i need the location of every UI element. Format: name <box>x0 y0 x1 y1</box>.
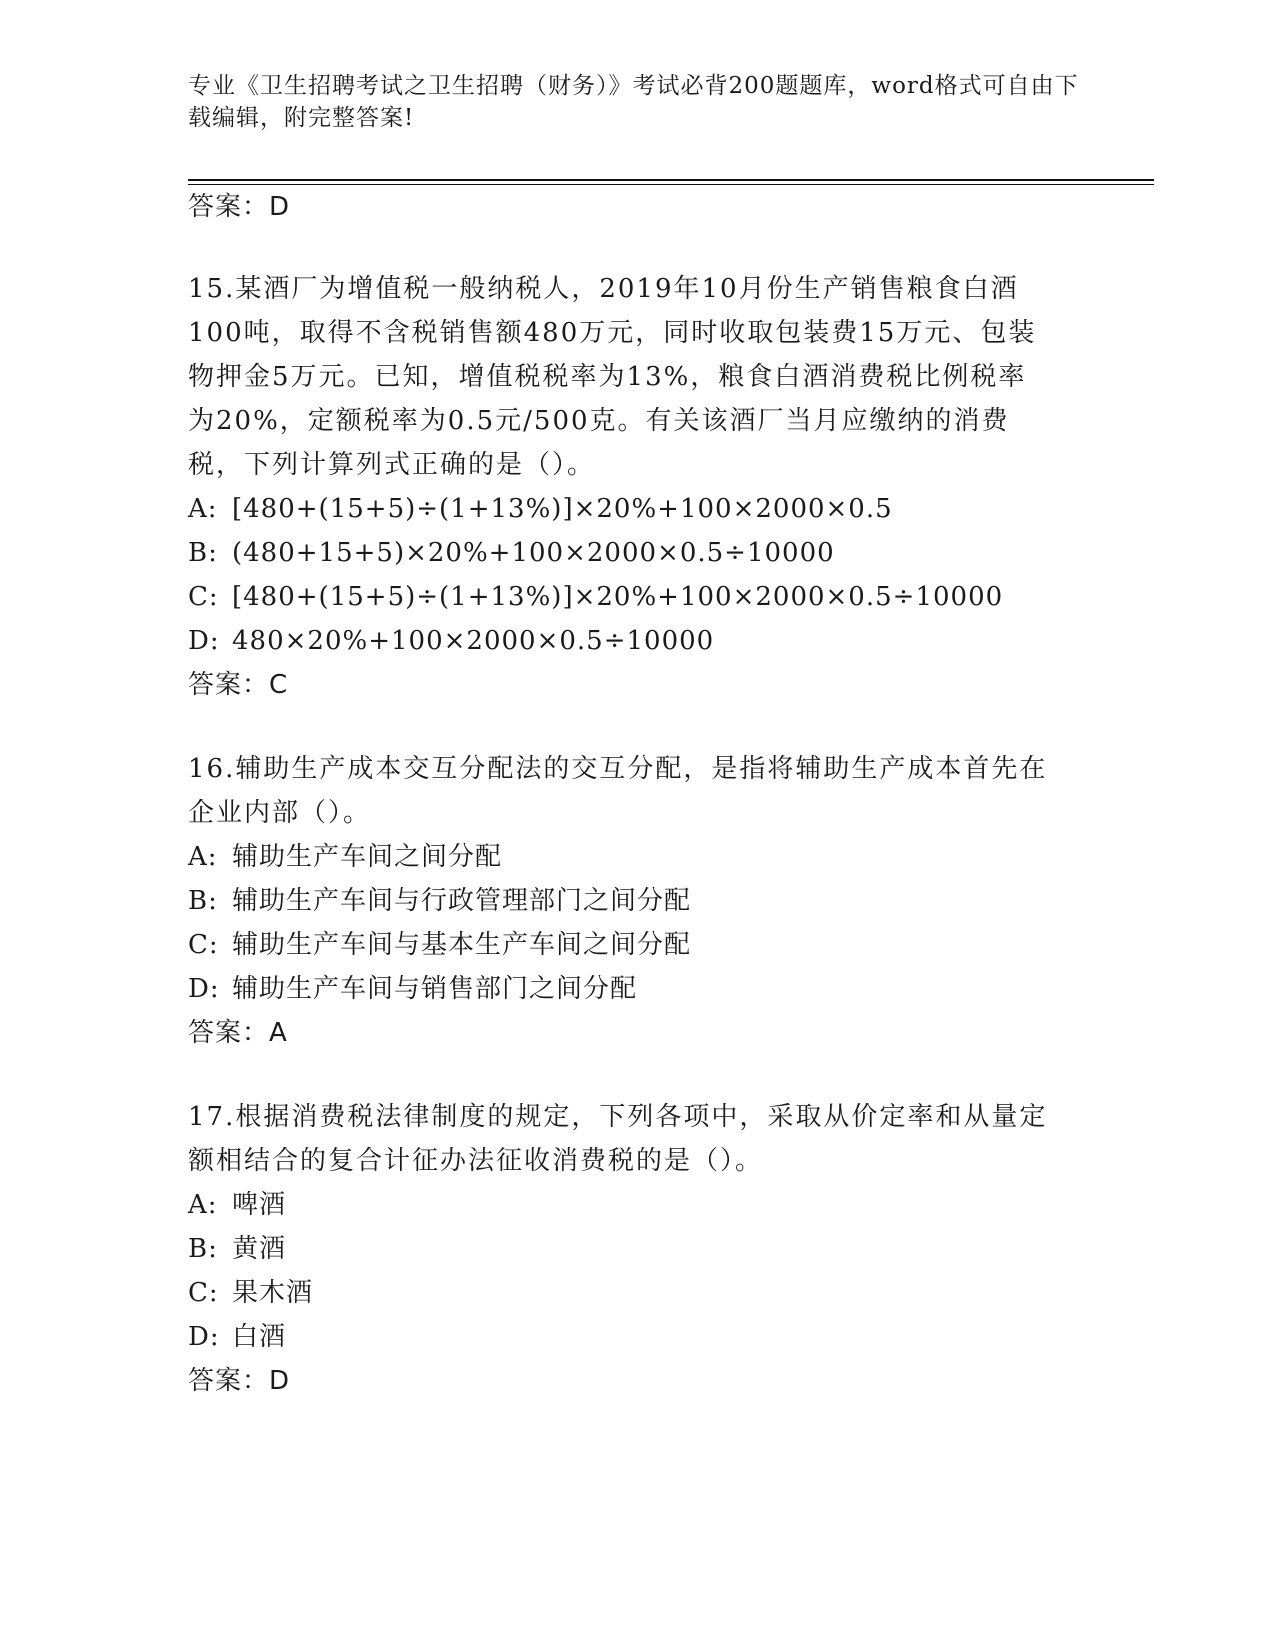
option-letter: B: <box>188 538 218 568</box>
header-rule-thin <box>188 184 1154 185</box>
question-17-line-2: 额相结合的复合计征办法征收消费税的是（）。 <box>188 1146 764 1176</box>
option-text: [480+(15+5)÷(1+13%)]×20%+100×2000×0.5÷10000 <box>232 582 1004 612</box>
option-letter: A: <box>188 1190 218 1220</box>
question-17-answer: 答案：D <box>188 1366 291 1396</box>
option-letter: D: <box>188 974 220 1004</box>
question-15-line-3: 物押金5万元。已知，增值税税率为13%，粮食白酒消费税比例税率 <box>188 362 1027 392</box>
question-15-line-5: 税，下列计算列式正确的是（）。 <box>188 450 596 480</box>
option-letter: A: <box>188 494 218 524</box>
option-text: (480+15+5)×20%+100×2000×0.5÷10000 <box>232 538 835 568</box>
question-16-line-1: 16.辅助生产成本交互分配法的交互分配，是指将辅助生产成本首先在 <box>188 754 1048 784</box>
option-text: 辅助生产车间与基本生产车间之间分配 <box>232 930 692 960</box>
question-15-option-d <box>188 624 714 658</box>
question-15-option-c <box>188 580 1003 614</box>
question-16-answer: 答案：A <box>188 1018 288 1048</box>
option-text: [480+(15+5)÷(1+13%)]×20%+100×2000×0.5 <box>232 494 893 524</box>
option-letter: D: <box>188 626 220 656</box>
question-16-line-2: 企业内部（）。 <box>188 798 372 828</box>
option-letter: C: <box>188 582 219 612</box>
option-letter: B: <box>188 886 218 916</box>
option-text: 辅助生产车间与行政管理部门之间分配 <box>232 886 692 916</box>
previous-question-answer: 答案：D <box>188 192 291 222</box>
question-16-option-b <box>188 884 691 918</box>
question-17-option-c <box>188 1276 313 1310</box>
question-17-option-a <box>188 1188 286 1222</box>
option-text: 黄酒 <box>232 1234 287 1264</box>
question-15-line-2: 100吨，取得不含税销售额480万元，同时收取包装费15万元、包装 <box>188 318 1037 348</box>
question-17-option-d <box>188 1320 286 1354</box>
option-letter: C: <box>188 930 219 960</box>
option-text: 啤酒 <box>232 1190 287 1220</box>
option-letter: C: <box>188 1278 219 1308</box>
question-16-option-a <box>188 840 502 874</box>
option-letter: D: <box>188 1322 220 1352</box>
question-15-line-4: 为20%，定额税率为0.5元/500克。有关该酒厂当月应缴纳的消费 <box>188 406 1010 436</box>
option-text: 辅助生产车间与销售部门之间分配 <box>232 974 638 1004</box>
option-letter: A: <box>188 842 218 872</box>
option-text: 辅助生产车间之间分配 <box>232 842 503 872</box>
question-17-option-b <box>188 1232 286 1266</box>
option-text: 480×20%+100×2000×0.5÷10000 <box>232 626 715 656</box>
option-text: 果木酒 <box>232 1278 314 1308</box>
option-text: 白酒 <box>232 1322 287 1352</box>
question-15-answer: 答案：C <box>188 670 289 700</box>
question-16-option-d <box>188 972 637 1006</box>
question-15-option-a <box>188 492 893 526</box>
question-16-option-c <box>188 928 691 962</box>
document-header: 专业《卫生招聘考试之卫生招聘（财务）》考试必背200题题库，word格式可自由下载编辑，附完整答案! <box>188 73 1079 131</box>
option-letter: B: <box>188 1234 218 1264</box>
question-17-line-1: 17.根据消费税法律制度的规定，下列各项中，采取从价定率和从量定 <box>188 1102 1048 1132</box>
header-rule <box>188 179 1154 181</box>
question-15-line-1: 15.某酒厂为增值税一般纳税人，2019年10月份生产销售粮食白酒 <box>188 274 1019 304</box>
question-15-option-b <box>188 536 835 570</box>
